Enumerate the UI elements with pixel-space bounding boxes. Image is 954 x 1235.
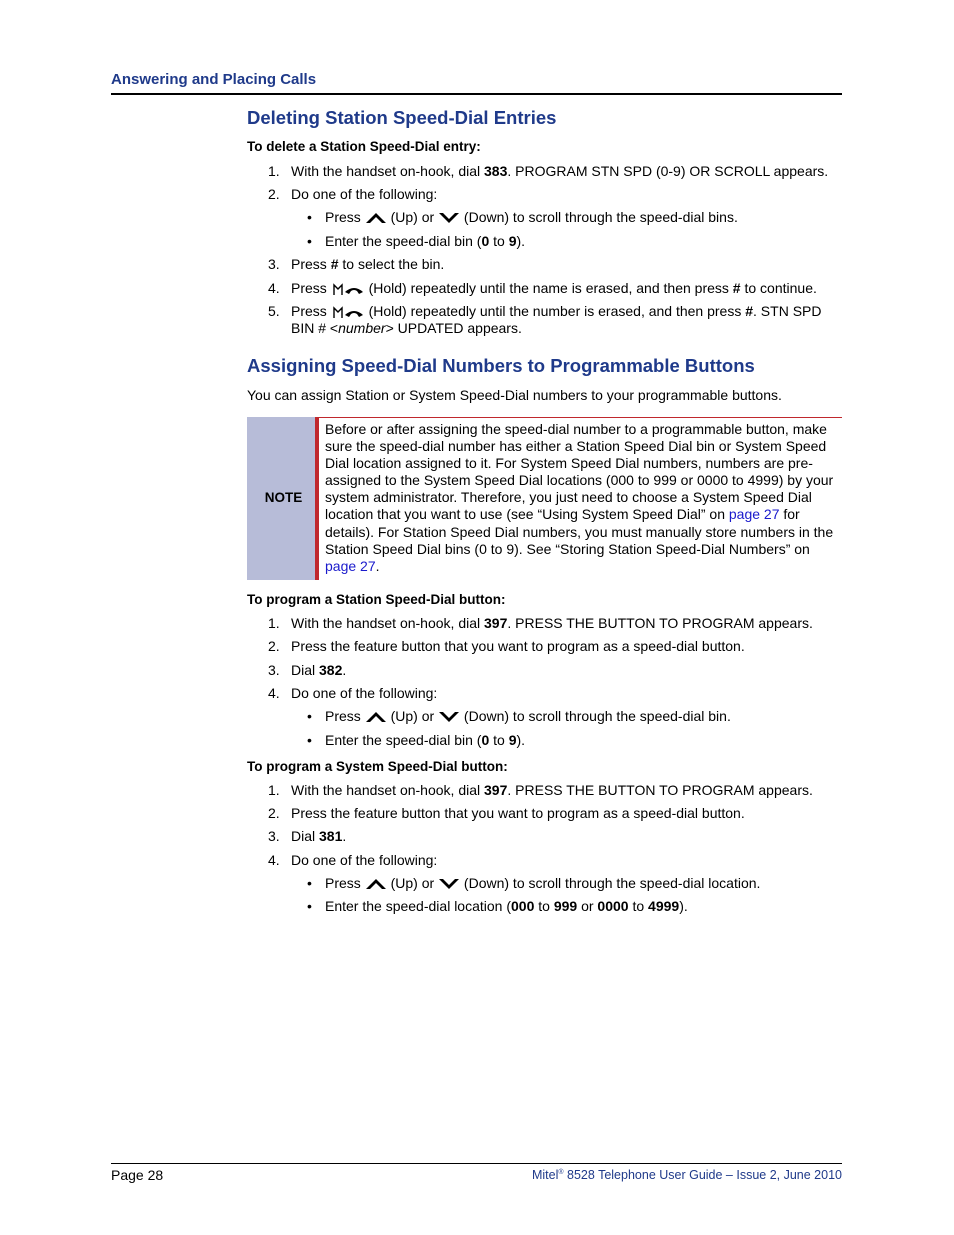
down-arrow-icon (438, 877, 460, 891)
list-item: 3. Dial 381. (268, 828, 347, 844)
note-label: NOTE (264, 490, 303, 505)
list-item: 4. Press (Hold) repeatedly until the name is erased, and then press # to continue. (268, 280, 817, 296)
list-item: 4. Do one of the following: (268, 685, 438, 701)
list-item: 4. Do one of the following: (268, 852, 438, 868)
up-arrow-icon (365, 877, 387, 891)
down-arrow-icon (438, 211, 460, 225)
procedure-title-station: To program a Station Speed-Dial button: (247, 592, 506, 607)
list-item: • Press (Up) or (Down) to scroll through the speed-dial bin. (307, 708, 731, 724)
up-arrow-icon (365, 710, 387, 724)
up-arrow-icon (365, 211, 387, 225)
list-item: • Press (Up) or (Down) to scroll through the speed-dial bins. (307, 209, 738, 225)
list-item: 1. With the handset on-hook, dial 383. PROGRAM STN SPD (0-9) OR SCROLL appears. (268, 163, 829, 179)
list-item: 2. Press the feature button that you want to program as a speed-dial button. (268, 805, 745, 821)
page-link[interactable]: page 27 (325, 557, 376, 574)
list-item: 2. Press the feature button that you want to program as a speed-dial button. (268, 638, 745, 654)
procedure-title-system: To program a System Speed-Dial button: (247, 759, 508, 774)
section-title-deleting: Deleting Station Speed-Dial Entries (247, 107, 557, 128)
note-text: Before or after assigning the speed-dial number to a programmable button, make sure the speed-dial number has either a Station Speed Dial bin or System Speed Dial location assigned to it. For System Speed Dial numbers, numbers are pre- assigned to the System Speed Dial locations (000 to 999 or 0000 to 4999) by your system administrator. Therefore, you just need to choose a System Speed Dial location that you want to use (see “Using System Speed Dial” on page 27 for details). For Station Speed Dial numbers, you must manually store numbers in the Station Speed Dial bins (0 to 9). See “Storing Station Speed-Dial Numbers” on page 27. (325, 421, 834, 574)
list-item: 3. Press # to select the bin. (268, 256, 445, 272)
procedure-title-delete: To delete a Station Speed-Dial entry: (247, 139, 481, 154)
page-link[interactable]: page 27 (728, 506, 780, 523)
footer-rule (111, 1163, 842, 1164)
list-item: 3. Dial 382. (268, 662, 347, 678)
note-box (247, 417, 842, 580)
section-header: Answering and Placing Calls (111, 71, 317, 88)
down-arrow-icon (438, 710, 460, 724)
header-rule (111, 93, 842, 95)
list-item: • Enter the speed-dial bin (0 to 9). (307, 732, 526, 748)
list-item: 1. With the handset on-hook, dial 397. PRESS THE BUTTON TO PROGRAM appears. (268, 782, 813, 798)
intro-paragraph: You can assign Station or System Speed-Dial numbers to your programmable buttons. (247, 387, 782, 403)
hold-icon (331, 281, 365, 297)
list-item: 2. Do one of the following: (268, 186, 438, 202)
list-item: 1. With the handset on-hook, dial 397. PRESS THE BUTTON TO PROGRAM appears. (268, 615, 813, 631)
list-item: 5. Press (Hold) repeatedly until the number is erased, and then press #. STN SPD (268, 303, 822, 319)
footer-doc-title: Mitel® 8528 Telephone User Guide – Issue 2, June 2010 (531, 1168, 842, 1182)
section-title-assigning: Assigning Speed-Dial Numbers to Programmable Buttons (247, 355, 755, 376)
page-number: Page 28 (111, 1167, 164, 1183)
note-top-rule (319, 417, 842, 418)
list-item: • Enter the speed-dial bin (0 to 9). (307, 233, 526, 249)
list-item-continuation: BIN # <number> UPDATED appears. (291, 320, 522, 336)
hold-icon (331, 304, 365, 320)
list-item: • Press (Up) or (Down) to scroll through the speed-dial location. (307, 875, 761, 891)
list-item: • Enter the speed-dial location (000 to 999 or 0000 to 4999). (307, 898, 688, 914)
